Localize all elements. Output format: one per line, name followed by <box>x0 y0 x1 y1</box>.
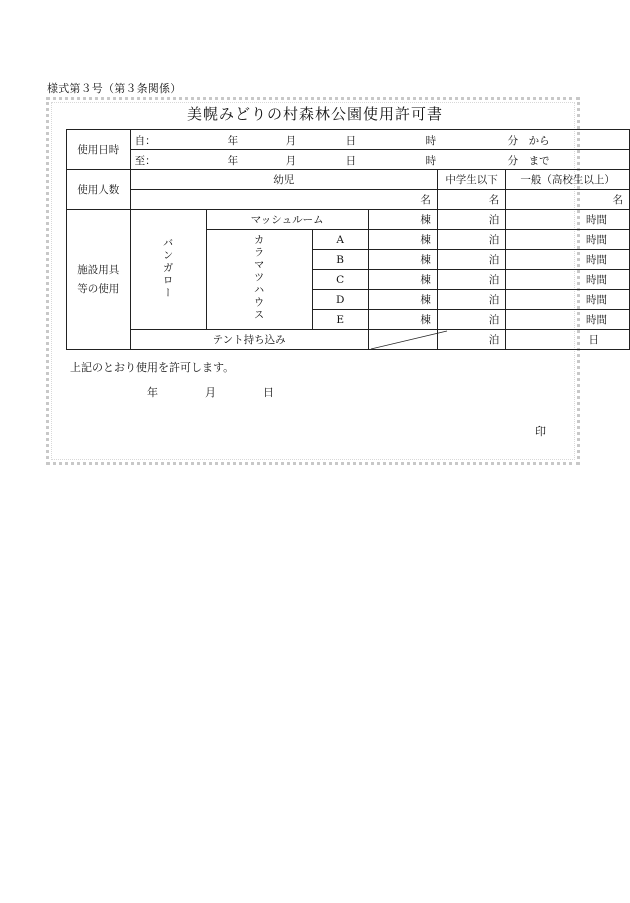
people-junior-unit: 名 <box>437 190 505 210</box>
usage-date-from <box>130 130 629 150</box>
usage-date-row-to <box>67 150 630 170</box>
people-header-row <box>67 170 630 190</box>
facility-label: 施設用具等の使用 <box>67 210 131 350</box>
issue-month: 月 <box>205 386 216 399</box>
house-a-label: A <box>312 230 368 250</box>
diagonal-line <box>369 330 449 350</box>
to-day: 日 <box>345 155 357 167</box>
usage-date-row-from <box>67 130 630 150</box>
to-suffix: まで <box>528 155 550 167</box>
facility-row-tent <box>67 330 630 350</box>
to-prefix: 至： <box>134 155 156 167</box>
from-suffix: から <box>528 135 550 147</box>
from-month: 月 <box>285 135 297 147</box>
seal-mark: 印 <box>535 425 546 438</box>
karamatsu-label: カラマツハウス <box>252 234 265 322</box>
to-hour: 時 <box>425 155 437 167</box>
house-a-hours-unit: 時間 <box>506 230 630 250</box>
mushroom-label: マッシュルーム <box>206 210 368 230</box>
usage-date-label: 使用日時 <box>67 130 131 170</box>
house-d-label: D <box>312 290 368 310</box>
house-a-building-unit: 棟 <box>368 230 437 250</box>
house-c-building-unit: 棟 <box>368 270 437 290</box>
mushroom-nights-unit: 泊 <box>437 210 505 230</box>
house-b-label: B <box>312 250 368 270</box>
people-general-unit: 名 <box>506 190 630 210</box>
house-a-nights-unit: 泊 <box>437 230 505 250</box>
people-col-infant: 幼児 <box>130 170 437 190</box>
house-c-hours-unit: 時間 <box>506 270 630 290</box>
bungalow-label: バンガロー <box>161 236 174 300</box>
people-label: 使用人数 <box>67 170 131 210</box>
tent-building-diagonal <box>368 330 437 350</box>
people-infant-unit: 名 <box>130 190 437 210</box>
house-e-nights-unit: 泊 <box>437 310 505 330</box>
house-d-nights-unit: 泊 <box>437 290 505 310</box>
from-prefix: 自： <box>134 135 156 147</box>
people-col-junior: 中学生以下 <box>437 170 505 190</box>
house-e-building-unit: 棟 <box>368 310 437 330</box>
house-d-building-unit: 棟 <box>368 290 437 310</box>
mushroom-hours-unit: 時間 <box>506 210 630 230</box>
people-col-general: 一般（高校生以上） <box>506 170 630 190</box>
tent-nights-unit: 泊 <box>437 330 505 350</box>
house-e-hours-unit: 時間 <box>506 310 630 330</box>
karamatsu-label-cell <box>206 230 312 330</box>
mushroom-building-unit: 棟 <box>368 210 437 230</box>
house-e-label: E <box>312 310 368 330</box>
bungalow-label-cell <box>130 210 206 330</box>
permit-table <box>66 129 630 350</box>
house-b-building-unit: 棟 <box>368 250 437 270</box>
house-d-hours-unit: 時間 <box>506 290 630 310</box>
form-number-label: 様式第３号（第３条関係） <box>47 82 182 95</box>
house-b-hours-unit: 時間 <box>506 250 630 270</box>
house-c-label: C <box>312 270 368 290</box>
house-b-nights-unit: 泊 <box>437 250 505 270</box>
from-hour: 時 <box>425 135 437 147</box>
tent-days-unit: 日 <box>506 330 630 350</box>
from-minute: 分 <box>507 135 519 147</box>
permit-statement: 上記のとおり使用を許可します。 <box>70 361 235 374</box>
permit-title: 美幌みどりの村森林公園使用許可書 <box>186 105 443 123</box>
people-value-row <box>67 190 630 210</box>
from-day: 日 <box>345 135 357 147</box>
issue-day: 日 <box>263 386 274 399</box>
issue-year: 年 <box>147 386 158 399</box>
house-c-nights-unit: 泊 <box>437 270 505 290</box>
facility-row-mushroom <box>67 210 630 230</box>
tent-label: テント持ち込み <box>130 330 368 350</box>
from-year: 年 <box>227 135 239 147</box>
to-minute: 分 <box>507 155 519 167</box>
to-year: 年 <box>227 155 239 167</box>
to-month: 月 <box>285 155 297 167</box>
usage-date-to <box>130 150 629 170</box>
